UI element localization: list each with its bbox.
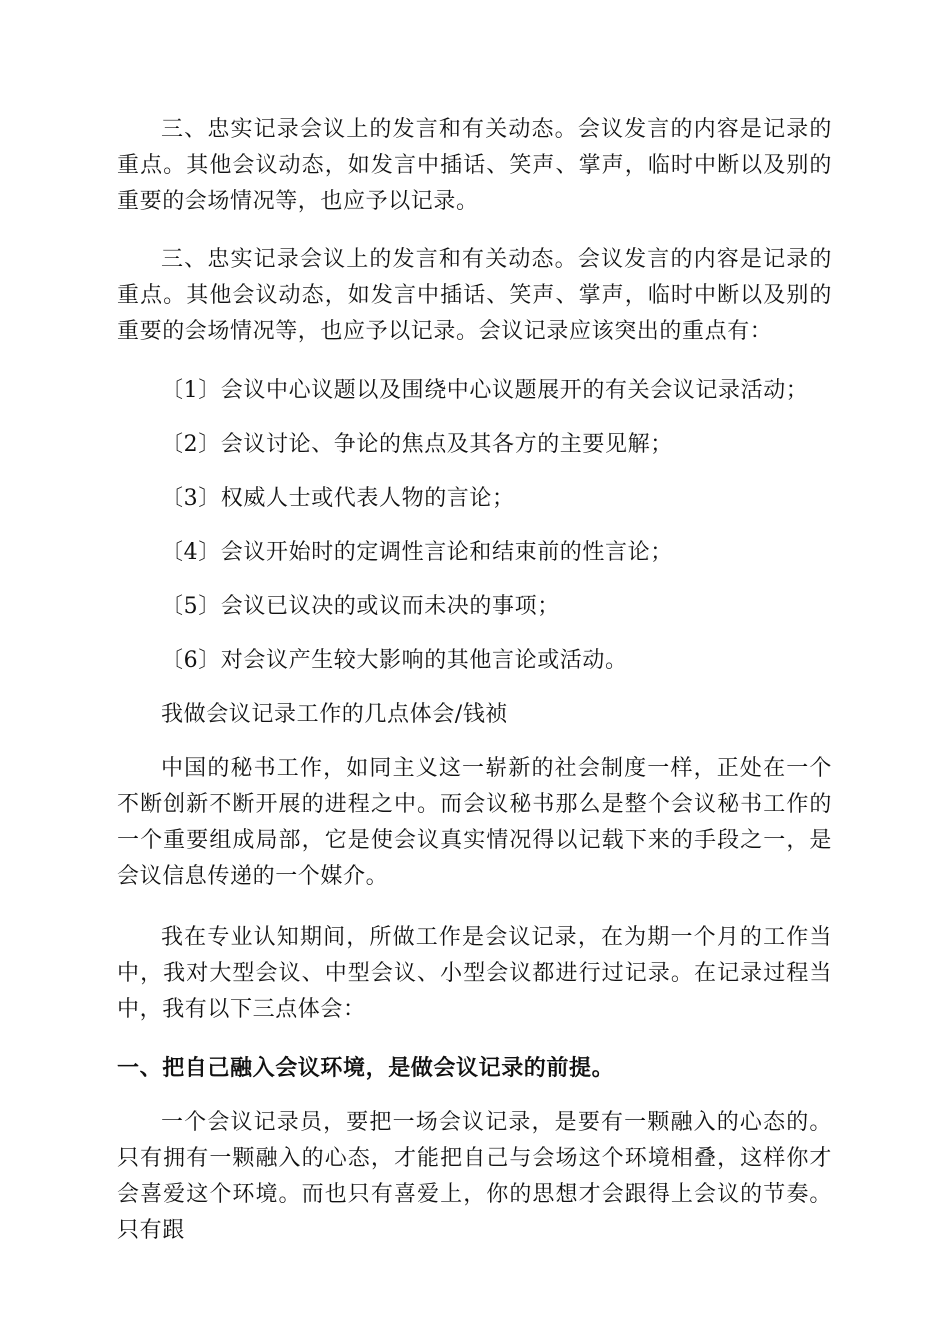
paragraph-4: 我在专业认知期间，所做工作是会议记录，在为期一个月的工作当中，我对大型会议、中型会议、小型会议都进行过记录。在记录过程当中，我有以下三点体会：	[117, 925, 832, 1022]
paragraph-1: 三、忠实记录会议上的发言和有关动态。会议发言的内容是记录的重点。其他会议动态，如发言中插话、笑声、掌声，临时中断以及别的重要的会场情况等，也应予以记录。	[117, 117, 832, 214]
section-heading: 一、把自己融入会议环境，是做会议记录的前提。	[117, 1056, 615, 1081]
subtitle: 我做会议记录工作的几点体会/钱祯	[161, 702, 509, 727]
list-item-4: 〔4〕会议开始时的定调性言论和结束前的性言论；	[161, 540, 673, 565]
list-item-2: 〔2〕会议讨论、争论的焦点及其各方的主要见解；	[161, 432, 673, 457]
list-item-5: 〔5〕会议已议决的或议而未决的事项；	[161, 594, 560, 619]
list-item-1: 〔1〕会议中心议题以及围绕中心议题展开的有关会议记录活动；	[161, 378, 809, 403]
list-item-6: 〔6〕对会议产生较大影响的其他言论或活动。	[161, 648, 628, 673]
paragraph-2: 三、忠实记录会议上的发言和有关动态。会议发言的内容是记录的重点。其他会议动态，如发言中插话、笑声、掌声，临时中断以及别的重要的会场情况等，也应予以记录。会议记录应该突出的重点有：	[117, 247, 832, 344]
list-item-3: 〔3〕权威人士或代表人物的言论；	[161, 486, 515, 511]
paragraph-5: 一个会议记录员，要把一场会议记录，是要有一颗融入的心态的。只有拥有一颗融入的心态，才能把自己与会场这个环境相叠，这样你才会喜爱这个环境。而也只有喜爱上，你的思想才会跟得上会议的节奏。只有跟	[117, 1110, 832, 1243]
paragraph-3: 中国的秘书工作，如同主义这一崭新的社会制度一样，正处在一个不断创新不断开展的进程之中。而会议秘书那么是整个会议秘书工作的一个重要组成局部，它是使会议真实情况得以记载下来的手段之一，是会议信息传递的一个媒介。	[117, 756, 832, 889]
